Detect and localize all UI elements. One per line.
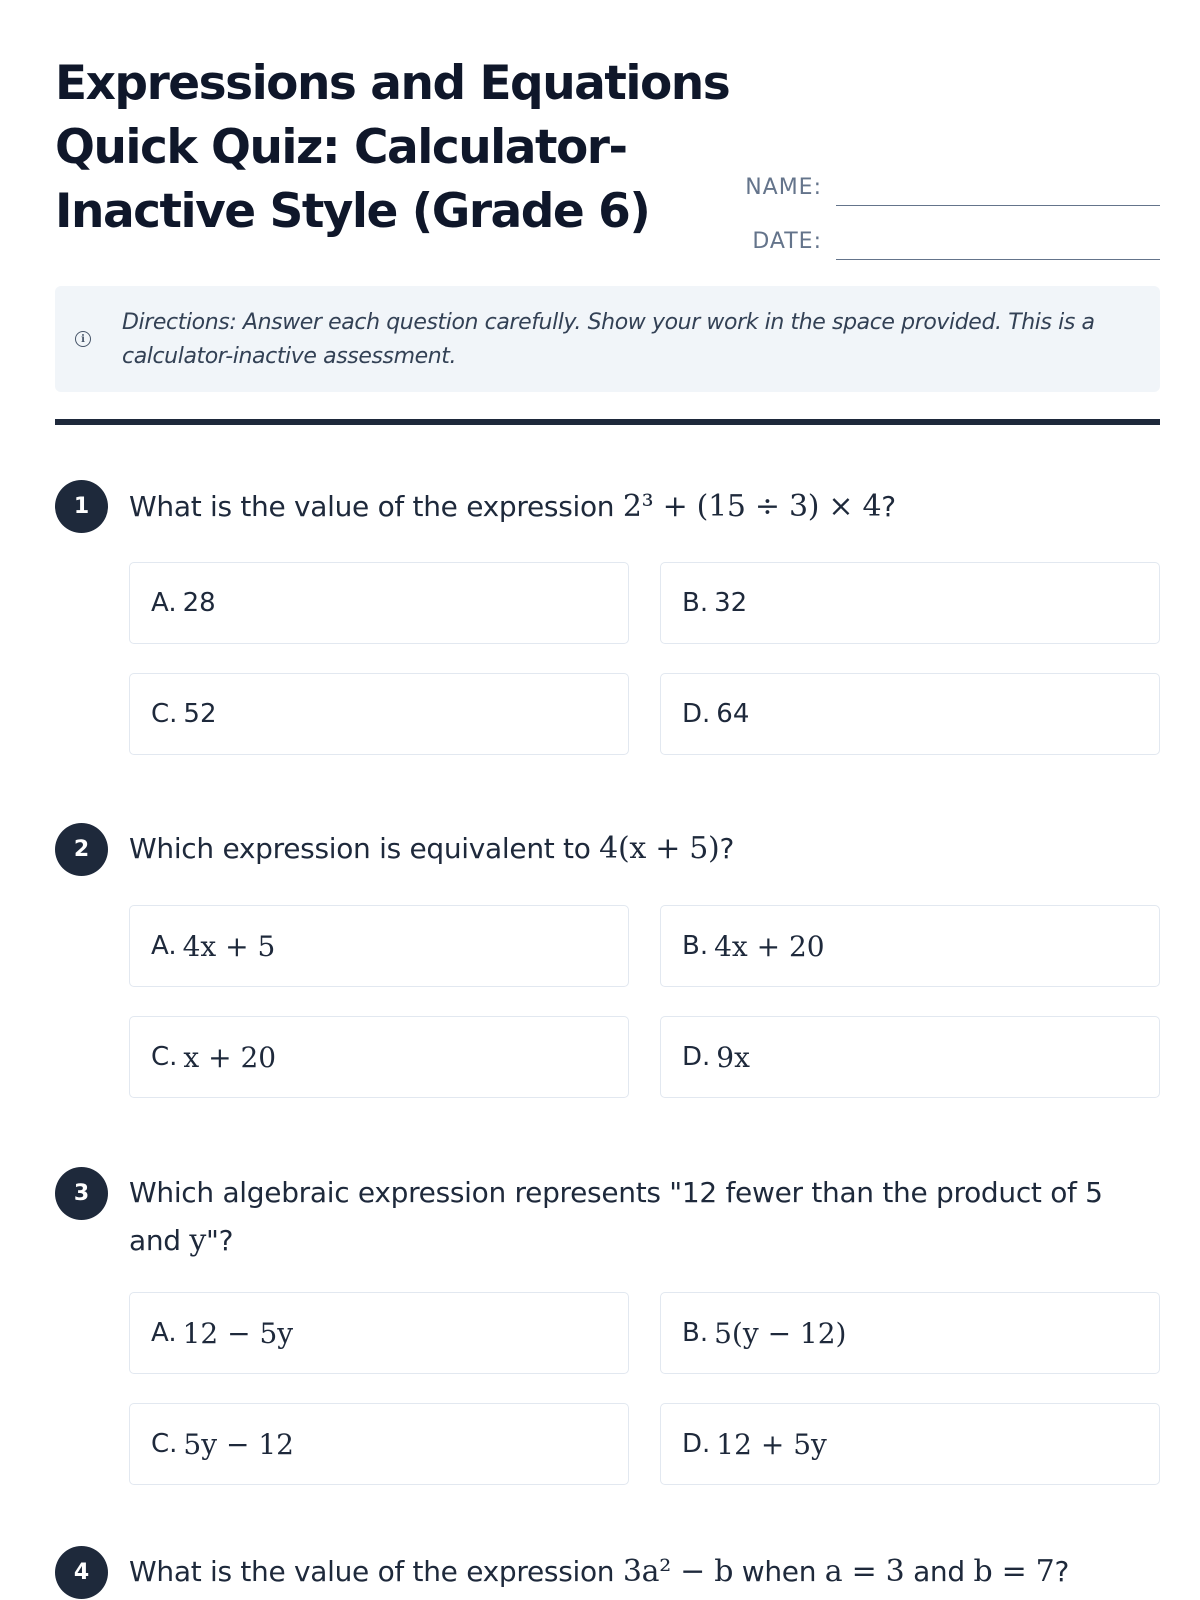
math-expression: b = 7	[973, 1554, 1055, 1589]
page-title: Expressions and Equations Quick Quiz: Calculator-Inactive Style (Grade 6)	[55, 56, 730, 239]
question-prompt	[129, 825, 1149, 873]
option-d[interactable]	[660, 1016, 1160, 1098]
option-text: 28	[182, 588, 216, 618]
option-letter: B.	[682, 931, 709, 961]
option-a[interactable]	[129, 562, 629, 644]
question-number: 3	[55, 1167, 108, 1220]
question-number: 2	[55, 823, 108, 876]
option-d[interactable]	[660, 1403, 1160, 1485]
prompt-text: ?	[881, 490, 896, 523]
option-letter: D.	[682, 699, 711, 729]
math-expression: 2³ + (15 ÷ 3) × 4	[622, 489, 882, 524]
prompt-text: and	[904, 1555, 974, 1588]
prompt-text: Which expression is equivalent to	[129, 832, 600, 865]
directions-text: Directions: Answer each question carefully. Show your work in the space provided. This is a calculator-inactive assessment.	[122, 310, 1095, 369]
info-icon: i	[75, 331, 91, 347]
math-expression: 4(x + 5)	[599, 831, 720, 866]
option-b[interactable]	[660, 562, 1160, 644]
option-letter: C.	[151, 1429, 178, 1459]
question-number: 4	[55, 1546, 108, 1599]
name-label: NAME:	[745, 175, 822, 200]
math-expression: 3a² − b	[622, 1554, 734, 1589]
option-letter: D.	[682, 1429, 711, 1459]
option-b[interactable]	[660, 1292, 1160, 1374]
prompt-text: when	[733, 1555, 825, 1588]
date-row	[730, 206, 1160, 260]
prompt-text: "?	[206, 1224, 234, 1257]
option-text: 5y − 12	[183, 1427, 294, 1461]
option-text: 4x + 20	[714, 929, 825, 963]
option-text: 52	[183, 699, 217, 729]
option-text: 12 + 5y	[716, 1427, 827, 1461]
option-letter: B.	[682, 1318, 709, 1348]
option-letter: A.	[151, 931, 177, 961]
quiz-page	[55, 0, 1160, 1600]
student-info	[730, 152, 1160, 260]
date-label: DATE:	[752, 229, 822, 254]
option-d[interactable]	[660, 673, 1160, 755]
question-prompt	[129, 483, 1149, 531]
option-letter: C.	[151, 1042, 178, 1072]
option-a[interactable]	[129, 1292, 629, 1374]
option-text: 12 − 5y	[182, 1316, 294, 1350]
option-b[interactable]	[660, 905, 1160, 987]
option-c[interactable]	[129, 1403, 629, 1485]
question-prompt	[129, 1548, 1149, 1596]
prompt-text: What is the value of the expression	[129, 1555, 623, 1588]
option-text: x + 20	[183, 1040, 277, 1074]
option-c[interactable]	[129, 1016, 629, 1098]
option-a[interactable]	[129, 905, 629, 987]
name-field[interactable]	[836, 167, 1160, 206]
option-text: 5(y − 12)	[714, 1316, 847, 1350]
option-text: 4x + 5	[182, 929, 276, 963]
name-row	[730, 152, 1160, 206]
date-field[interactable]	[836, 221, 1160, 260]
option-text: 32	[714, 588, 748, 618]
option-text: 9x	[716, 1040, 750, 1074]
option-letter: B.	[682, 588, 709, 618]
prompt-text: ?	[1054, 1555, 1070, 1588]
option-letter: C.	[151, 699, 178, 729]
math-expression: y	[189, 1223, 207, 1258]
math-expression: a = 3	[824, 1554, 905, 1589]
section-divider	[55, 419, 1160, 425]
prompt-text: Which algebraic expression represents "12 fewer than the product of 5 and	[129, 1176, 1103, 1257]
prompt-text: ?	[719, 832, 735, 865]
directions-box	[55, 286, 1160, 392]
question-number: 1	[55, 480, 108, 533]
prompt-text: What is the value of the expression	[129, 490, 623, 523]
option-text: 64	[716, 699, 750, 729]
option-c[interactable]	[129, 673, 629, 755]
option-letter: A.	[151, 1318, 177, 1348]
option-letter: D.	[682, 1042, 711, 1072]
quiz-header	[55, 52, 1160, 252]
question-prompt	[129, 1169, 1149, 1265]
option-letter: A.	[151, 588, 177, 618]
